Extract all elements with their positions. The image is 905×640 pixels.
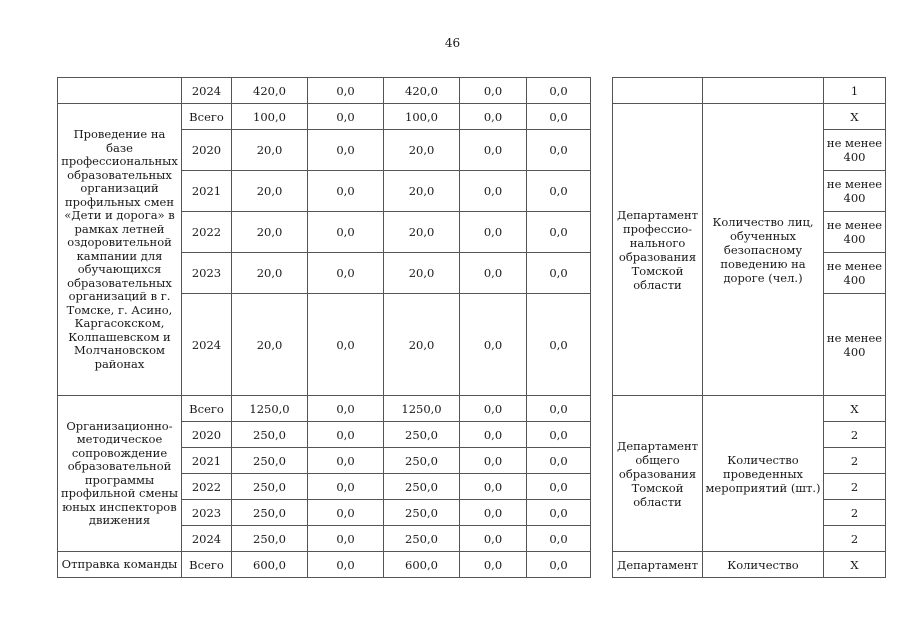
- year-cell: 2024: [182, 294, 232, 396]
- funding-value-cell: 0,0: [308, 294, 384, 396]
- funding-value-cell: 0,0: [527, 171, 591, 212]
- column-gap: [591, 552, 613, 578]
- funding-value-cell: 250,0: [384, 448, 460, 474]
- indicator-value-cell: не менее 400: [824, 130, 886, 171]
- executor-cell: Департамент общего образования Томской области: [613, 396, 703, 552]
- funding-value-cell: 20,0: [384, 171, 460, 212]
- funding-value-cell: 0,0: [308, 552, 384, 578]
- funding-value-cell: 0,0: [308, 130, 384, 171]
- year-cell: 2020: [182, 130, 232, 171]
- funding-value-cell: 0,0: [527, 253, 591, 294]
- funding-value-cell: 0,0: [308, 212, 384, 253]
- program-activities-table: [57, 77, 886, 578]
- funding-value-cell: 0,0: [527, 448, 591, 474]
- activity-name-cell: Организационно-методическое сопровождение образовательной программы профильной смены юных инспекторов движения: [58, 396, 182, 552]
- indicator-value-cell: X: [824, 104, 886, 130]
- table-row: [58, 104, 886, 130]
- funding-value-cell: 250,0: [232, 448, 308, 474]
- year-cell: 2022: [182, 474, 232, 500]
- funding-value-cell: 0,0: [308, 171, 384, 212]
- funding-value-cell: 20,0: [384, 212, 460, 253]
- funding-value-cell: 250,0: [384, 474, 460, 500]
- activity-name-cell: Проведение на базе профессиональных образовательных организаций профильных смен «Дети и дорога» в рамках летней оздоровительной кампании для обучающихся образовательных организаций в г. Томске, г. Асино, Каргасокском, Колпашевском и Молчановском районах: [58, 104, 182, 396]
- indicator-value-cell: 2: [824, 422, 886, 448]
- funding-value-cell: 0,0: [460, 294, 527, 396]
- column-gap: [591, 526, 613, 552]
- funding-value-cell: 0,0: [308, 253, 384, 294]
- column-gap: [591, 212, 613, 253]
- year-cell: 2024: [182, 526, 232, 552]
- funding-value-cell: 250,0: [232, 422, 308, 448]
- table-row: [58, 78, 886, 104]
- funding-value-cell: 20,0: [232, 253, 308, 294]
- executor-cell: [613, 78, 703, 104]
- indicator-name-cell: Количество проведенных мероприятий (шт.): [703, 396, 824, 552]
- funding-value-cell: 0,0: [308, 78, 384, 104]
- activity-name-cell: [58, 78, 182, 104]
- indicator-value-cell: не менее 400: [824, 294, 886, 396]
- funding-value-cell: 600,0: [384, 552, 460, 578]
- funding-value-cell: 0,0: [460, 500, 527, 526]
- year-cell: 2021: [182, 448, 232, 474]
- indicator-name-cell: Количество: [703, 552, 824, 578]
- funding-value-cell: 20,0: [232, 171, 308, 212]
- funding-value-cell: 250,0: [384, 500, 460, 526]
- column-gap: [591, 396, 613, 422]
- funding-value-cell: 0,0: [308, 474, 384, 500]
- year-cell: 2023: [182, 500, 232, 526]
- funding-value-cell: 0,0: [460, 396, 527, 422]
- year-cell: 2022: [182, 212, 232, 253]
- funding-value-cell: 20,0: [384, 130, 460, 171]
- indicator-value-cell: не менее 400: [824, 212, 886, 253]
- funding-value-cell: 0,0: [460, 171, 527, 212]
- funding-value-cell: 0,0: [460, 422, 527, 448]
- funding-value-cell: 0,0: [527, 130, 591, 171]
- funding-value-cell: 0,0: [308, 104, 384, 130]
- column-gap: [591, 78, 613, 104]
- funding-value-cell: 0,0: [460, 78, 527, 104]
- funding-value-cell: 0,0: [308, 448, 384, 474]
- funding-value-cell: 0,0: [527, 552, 591, 578]
- column-gap: [591, 104, 613, 130]
- funding-value-cell: 0,0: [460, 448, 527, 474]
- year-cell: 2024: [182, 78, 232, 104]
- funding-value-cell: 250,0: [232, 526, 308, 552]
- activity-name-cell: Отправка команды: [58, 552, 182, 578]
- indicator-value-cell: 2: [824, 448, 886, 474]
- indicator-name-cell: Количество лиц, обученных безопасному поведению на дороге (чел.): [703, 104, 824, 396]
- funding-value-cell: 0,0: [460, 212, 527, 253]
- indicator-value-cell: 2: [824, 526, 886, 552]
- funding-value-cell: 0,0: [527, 104, 591, 130]
- funding-value-cell: 0,0: [527, 500, 591, 526]
- funding-value-cell: 0,0: [308, 526, 384, 552]
- year-cell: 2020: [182, 422, 232, 448]
- year-cell: 2021: [182, 171, 232, 212]
- funding-value-cell: 0,0: [527, 212, 591, 253]
- funding-value-cell: 0,0: [460, 474, 527, 500]
- year-cell: Всего: [182, 552, 232, 578]
- funding-value-cell: 250,0: [384, 422, 460, 448]
- funding-value-cell: 250,0: [384, 526, 460, 552]
- executor-cell: Департамент: [613, 552, 703, 578]
- funding-value-cell: 420,0: [384, 78, 460, 104]
- column-gap: [591, 171, 613, 212]
- funding-value-cell: 420,0: [232, 78, 308, 104]
- indicator-value-cell: 1: [824, 78, 886, 104]
- funding-value-cell: 20,0: [232, 294, 308, 396]
- funding-value-cell: 0,0: [527, 78, 591, 104]
- funding-value-cell: 100,0: [232, 104, 308, 130]
- executor-cell: Департамент профессио-нального образования Томской области: [613, 104, 703, 396]
- funding-value-cell: 0,0: [308, 396, 384, 422]
- funding-value-cell: 0,0: [460, 526, 527, 552]
- indicator-value-cell: не менее 400: [824, 253, 886, 294]
- funding-value-cell: 0,0: [460, 130, 527, 171]
- funding-value-cell: 250,0: [232, 474, 308, 500]
- column-gap: [591, 130, 613, 171]
- funding-value-cell: 250,0: [232, 500, 308, 526]
- indicator-value-cell: 2: [824, 474, 886, 500]
- indicator-value-cell: не менее 400: [824, 171, 886, 212]
- table-row: [58, 552, 886, 578]
- funding-value-cell: 0,0: [527, 422, 591, 448]
- column-gap: [591, 474, 613, 500]
- year-cell: Всего: [182, 396, 232, 422]
- funding-value-cell: 1250,0: [232, 396, 308, 422]
- funding-value-cell: 20,0: [384, 294, 460, 396]
- funding-value-cell: 1250,0: [384, 396, 460, 422]
- funding-value-cell: 0,0: [308, 500, 384, 526]
- funding-value-cell: 0,0: [527, 396, 591, 422]
- funding-value-cell: 20,0: [232, 130, 308, 171]
- funding-value-cell: 100,0: [384, 104, 460, 130]
- table-row: [58, 396, 886, 422]
- column-gap: [591, 448, 613, 474]
- column-gap: [591, 253, 613, 294]
- funding-value-cell: 0,0: [460, 104, 527, 130]
- indicator-value-cell: X: [824, 552, 886, 578]
- funding-value-cell: 0,0: [460, 552, 527, 578]
- indicator-value-cell: 2: [824, 500, 886, 526]
- year-cell: Всего: [182, 104, 232, 130]
- funding-value-cell: 0,0: [527, 294, 591, 396]
- page-number: 46: [444, 36, 461, 50]
- indicator-name-cell: [703, 78, 824, 104]
- funding-value-cell: 20,0: [232, 212, 308, 253]
- funding-value-cell: 0,0: [460, 253, 527, 294]
- year-cell: 2023: [182, 253, 232, 294]
- column-gap: [591, 500, 613, 526]
- column-gap: [591, 422, 613, 448]
- funding-value-cell: 20,0: [384, 253, 460, 294]
- funding-value-cell: 0,0: [308, 422, 384, 448]
- funding-value-cell: 0,0: [527, 474, 591, 500]
- funding-value-cell: 600,0: [232, 552, 308, 578]
- indicator-value-cell: X: [824, 396, 886, 422]
- column-gap: [591, 294, 613, 396]
- funding-value-cell: 0,0: [527, 526, 591, 552]
